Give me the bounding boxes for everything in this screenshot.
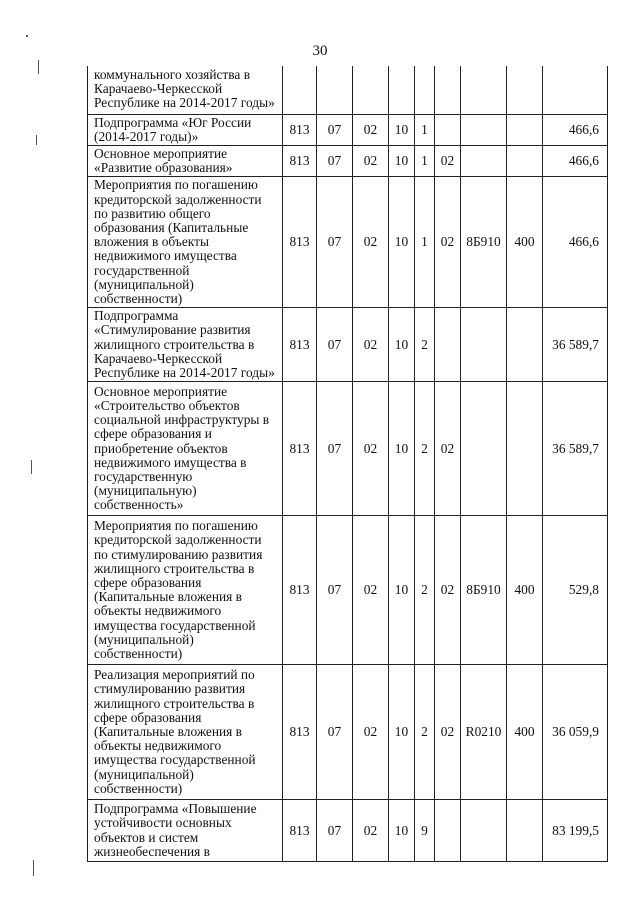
- cell-subsection: [353, 66, 389, 114]
- cell-expense-type: [507, 114, 543, 145]
- cell-program: 10: [389, 516, 415, 665]
- cell-expense-type: [507, 382, 543, 516]
- cell-subprogram: 2: [415, 382, 435, 516]
- cell-expense-type: [507, 800, 543, 862]
- cell-ministry: 813: [283, 516, 317, 665]
- cell-program: 10: [389, 145, 415, 176]
- cell-event: 02: [435, 665, 461, 800]
- cell-subprogram: 1: [415, 114, 435, 145]
- cell-section: 07: [317, 382, 353, 516]
- cell-name: Подпрограмма «Повышение устойчивости основных объектов и систем жизнеобеспечения в: [88, 800, 283, 862]
- cell-program: 10: [389, 382, 415, 516]
- cell-subsection: 02: [353, 308, 389, 382]
- cell-name: Основное мероприятие «Строительство объектов социальной инфраструктуры в сфере образования и приобретение объектов недвижимого имущества в государственную (муниципальную) собственность»: [88, 382, 283, 516]
- cell-program: 10: [389, 800, 415, 862]
- cell-section: 07: [317, 665, 353, 800]
- cell-direction: 8Б910: [461, 516, 507, 665]
- table-body: [88, 66, 608, 862]
- table-row: [88, 177, 608, 308]
- cell-name: Подпрограмма «Юг России (2014-2017 годы)»: [88, 114, 283, 145]
- scan-mark: [33, 860, 34, 876]
- scan-mark: [38, 60, 39, 74]
- cell-subprogram: 1: [415, 145, 435, 176]
- cell-expense-type: 400: [507, 177, 543, 308]
- cell-subsection: 02: [353, 516, 389, 665]
- cell-ministry: 813: [283, 177, 317, 308]
- cell-ministry: 813: [283, 665, 317, 800]
- cell-program: 10: [389, 665, 415, 800]
- table-row: [88, 665, 608, 800]
- cell-event: [435, 308, 461, 382]
- cell-direction: [461, 382, 507, 516]
- cell-subsection: 02: [353, 382, 389, 516]
- cell-subprogram: 2: [415, 516, 435, 665]
- table-row: [88, 66, 608, 114]
- cell-program: [389, 66, 415, 114]
- cell-subprogram: 9: [415, 800, 435, 862]
- page-number: 30: [312, 43, 328, 59]
- cell-name: Реализация мероприятий по стимулированию развития жилищного строительства в сфере образования (Капитальные вложения в объекты недвижимого имущества государственной (муниципальной) собственности): [88, 665, 283, 800]
- cell-section: 07: [317, 114, 353, 145]
- cell-program: 10: [389, 177, 415, 308]
- cell-direction: [461, 145, 507, 176]
- cell-expense-type: [507, 66, 543, 114]
- budget-table: [87, 66, 608, 862]
- table-row: [88, 145, 608, 176]
- table-row: [88, 114, 608, 145]
- cell-direction: 8Б910: [461, 177, 507, 308]
- cell-program: 10: [389, 308, 415, 382]
- cell-event: 02: [435, 382, 461, 516]
- cell-subprogram: 1: [415, 177, 435, 308]
- cell-direction: [461, 66, 507, 114]
- cell-event: [435, 66, 461, 114]
- table-row: [88, 516, 608, 665]
- cell-expense-type: 400: [507, 516, 543, 665]
- cell-subsection: 02: [353, 145, 389, 176]
- cell-subprogram: [415, 66, 435, 114]
- cell-ministry: [283, 66, 317, 114]
- cell-direction: [461, 800, 507, 862]
- scan-mark: [36, 135, 37, 145]
- cell-amount: 529,8: [543, 516, 608, 665]
- cell-ministry: 813: [283, 114, 317, 145]
- cell-amount: 36 589,7: [543, 382, 608, 516]
- cell-event: 02: [435, 145, 461, 176]
- cell-direction: [461, 114, 507, 145]
- cell-section: 07: [317, 516, 353, 665]
- cell-event: [435, 114, 461, 145]
- cell-ministry: 813: [283, 800, 317, 862]
- cell-section: [317, 66, 353, 114]
- cell-ministry: 813: [283, 382, 317, 516]
- cell-program: 10: [389, 114, 415, 145]
- cell-amount: 466,6: [543, 145, 608, 176]
- table-row: [88, 308, 608, 382]
- cell-name: Мероприятия по погашению кредиторской задолженности по развитию общего образования (Капитальные вложения в объекты недвижимого имущества государственной (муниципальной) собственности): [88, 177, 283, 308]
- cell-ministry: 813: [283, 308, 317, 382]
- table-row: [88, 800, 608, 862]
- cell-subsection: 02: [353, 800, 389, 862]
- cell-amount: 36 589,7: [543, 308, 608, 382]
- cell-amount: 466,6: [543, 114, 608, 145]
- cell-expense-type: 400: [507, 665, 543, 800]
- cell-expense-type: [507, 308, 543, 382]
- cell-subsection: 02: [353, 114, 389, 145]
- cell-amount: 36 059,9: [543, 665, 608, 800]
- cell-section: 07: [317, 145, 353, 176]
- cell-amount: 466,6: [543, 177, 608, 308]
- scan-mark: [26, 35, 28, 37]
- cell-direction: [461, 308, 507, 382]
- cell-section: 07: [317, 177, 353, 308]
- cell-name: коммунального хозяйства в Карачаево-Черкесской Республике на 2014-2017 годы»: [88, 66, 283, 114]
- table-row: [88, 382, 608, 516]
- cell-subsection: 02: [353, 177, 389, 308]
- cell-section: 07: [317, 800, 353, 862]
- cell-event: 02: [435, 516, 461, 665]
- cell-expense-type: [507, 145, 543, 176]
- cell-amount: 83 199,5: [543, 800, 608, 862]
- cell-name: Основное мероприятие «Развитие образования»: [88, 145, 283, 176]
- cell-subsection: 02: [353, 665, 389, 800]
- cell-name: Подпрограмма «Стимулирование развития жилищного строительства в Карачаево-Черкесской Республике на 2014-2017 годы»: [88, 308, 283, 382]
- cell-subprogram: 2: [415, 665, 435, 800]
- cell-subprogram: 2: [415, 308, 435, 382]
- cell-ministry: 813: [283, 145, 317, 176]
- cell-event: [435, 800, 461, 862]
- cell-event: 02: [435, 177, 461, 308]
- cell-name: Мероприятия по погашению кредиторской задолженности по стимулированию развития жилищного строительства в сфере образования (Капитальные вложения в объекты недвижимого имущества государственной (муниципальной) собственности): [88, 516, 283, 665]
- cell-amount: [543, 66, 608, 114]
- cell-section: 07: [317, 308, 353, 382]
- scan-mark: [31, 460, 32, 474]
- cell-direction: R0210: [461, 665, 507, 800]
